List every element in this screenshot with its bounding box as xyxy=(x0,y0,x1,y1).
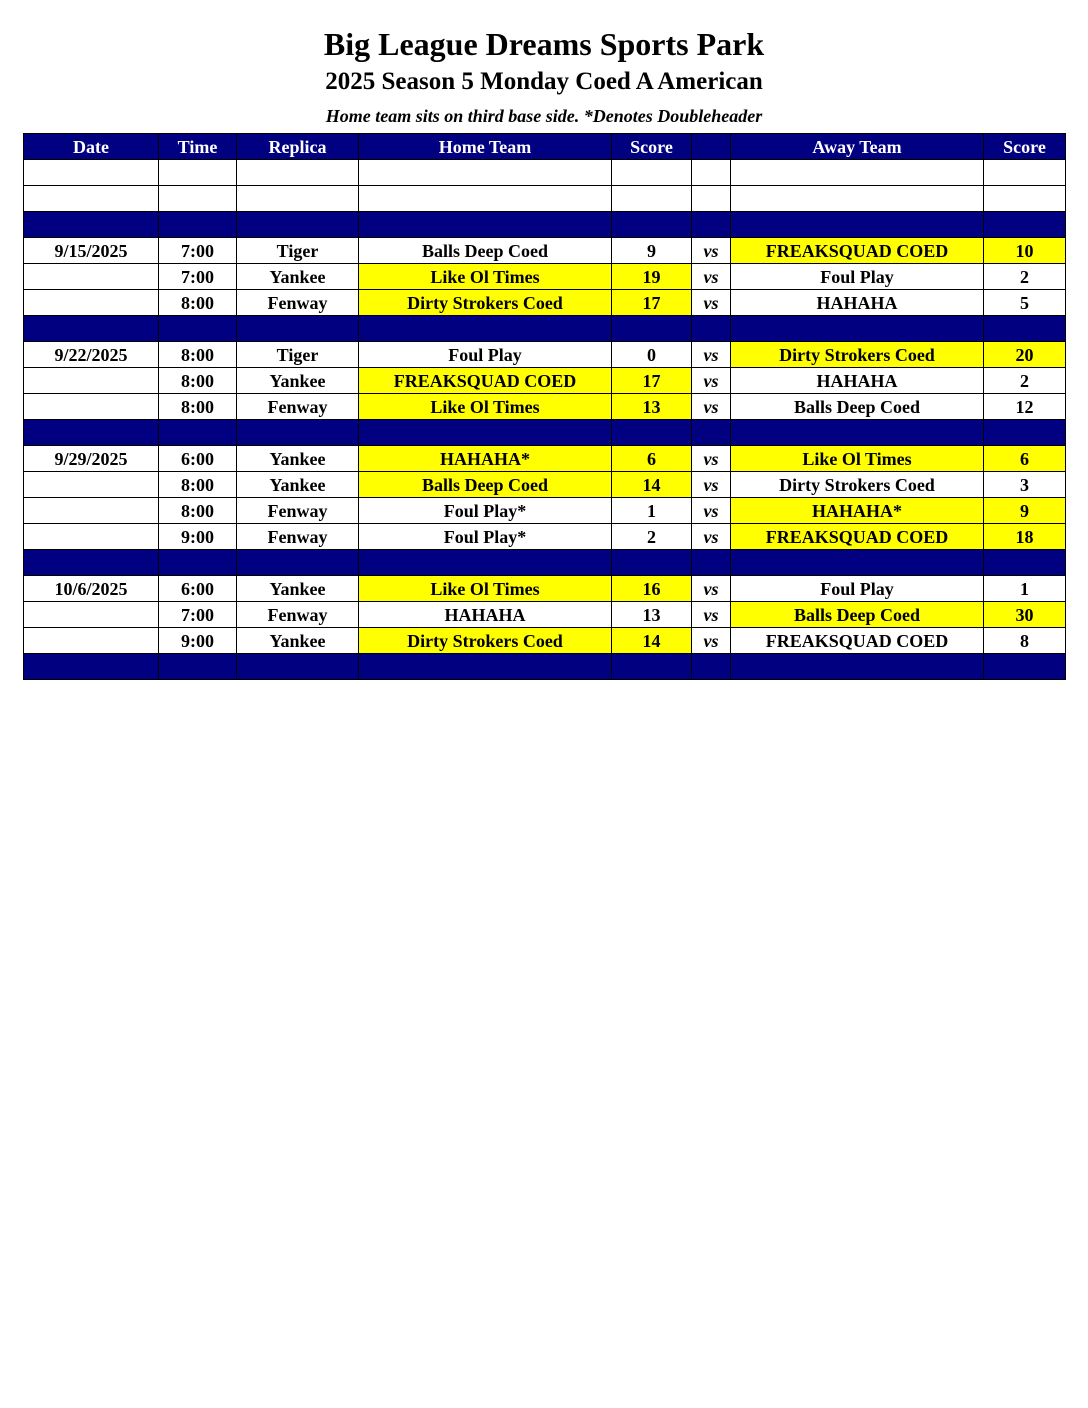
col-home-team: Home Team xyxy=(359,134,612,160)
empty-cell xyxy=(24,550,159,576)
empty-cell xyxy=(159,316,237,342)
away-score-cell: 8 xyxy=(984,628,1066,654)
date-cell xyxy=(24,472,159,498)
away-score-cell: 10 xyxy=(984,238,1066,264)
away-score-cell: 6 xyxy=(984,446,1066,472)
game-row xyxy=(24,264,1066,290)
page-subtitle: 2025 Season 5 Monday Coed A American xyxy=(325,68,763,95)
time-cell: 7:00 xyxy=(159,264,237,290)
home-score-cell: 17 xyxy=(612,368,692,394)
away-score-cell: 2 xyxy=(984,368,1066,394)
empty-cell xyxy=(159,420,237,446)
replica-cell: Yankee xyxy=(237,446,359,472)
vs-cell: vs xyxy=(692,628,731,654)
empty-cell xyxy=(159,654,237,680)
game-row xyxy=(24,602,1066,628)
away-team-cell: HAHAHA xyxy=(731,368,984,394)
empty-cell xyxy=(692,186,731,212)
date-cell xyxy=(24,394,159,420)
empty-cell xyxy=(359,550,612,576)
schedule-table xyxy=(23,133,1066,680)
away-team-cell: HAHAHA xyxy=(731,290,984,316)
time-cell: 6:00 xyxy=(159,446,237,472)
vs-cell: vs xyxy=(692,342,731,368)
date-cell xyxy=(24,290,159,316)
date-cell xyxy=(24,628,159,654)
empty-cell xyxy=(731,420,984,446)
replica-cell: Yankee xyxy=(237,264,359,290)
empty-cell xyxy=(692,550,731,576)
empty-cell xyxy=(612,212,692,238)
vs-cell: vs xyxy=(692,498,731,524)
empty-cell xyxy=(692,420,731,446)
date-cell: 9/29/2025 xyxy=(24,446,159,472)
vs-cell: vs xyxy=(692,238,731,264)
replica-cell: Yankee xyxy=(237,576,359,602)
time-cell: 8:00 xyxy=(159,368,237,394)
vs-cell: vs xyxy=(692,472,731,498)
separator-row xyxy=(24,420,1066,446)
home-team-cell: Like Ol Times xyxy=(359,576,612,602)
replica-cell: Tiger xyxy=(237,238,359,264)
empty-cell xyxy=(692,212,731,238)
empty-cell xyxy=(24,654,159,680)
home-team-cell: Balls Deep Coed xyxy=(359,238,612,264)
empty-cell xyxy=(237,212,359,238)
col-home-score: Score xyxy=(612,134,692,160)
home-score-cell: 13 xyxy=(612,394,692,420)
empty-cell xyxy=(984,420,1066,446)
col-date: Date xyxy=(24,134,159,160)
time-cell: 8:00 xyxy=(159,290,237,316)
empty-cell xyxy=(237,186,359,212)
time-cell: 8:00 xyxy=(159,472,237,498)
home-score-cell: 9 xyxy=(612,238,692,264)
col-time: Time xyxy=(159,134,237,160)
empty-cell xyxy=(612,186,692,212)
away-score-cell: 1 xyxy=(984,576,1066,602)
home-team-cell: Foul Play xyxy=(359,342,612,368)
separator-row xyxy=(24,212,1066,238)
away-team-cell: FREAKSQUAD COED xyxy=(731,628,984,654)
replica-cell: Fenway xyxy=(237,290,359,316)
time-cell: 7:00 xyxy=(159,238,237,264)
empty-cell xyxy=(731,316,984,342)
empty-cell xyxy=(612,654,692,680)
empty-cell xyxy=(612,316,692,342)
home-score-cell: 0 xyxy=(612,342,692,368)
empty-cell xyxy=(731,212,984,238)
home-team-cell: Like Ol Times xyxy=(359,394,612,420)
empty-cell xyxy=(159,212,237,238)
away-team-cell: Dirty Strokers Coed xyxy=(731,472,984,498)
away-team-cell: Balls Deep Coed xyxy=(731,394,984,420)
page-title: Big League Dreams Sports Park xyxy=(323,26,765,62)
home-score-cell: 19 xyxy=(612,264,692,290)
empty-cell xyxy=(984,186,1066,212)
schedule-body xyxy=(24,160,1066,680)
away-score-cell: 3 xyxy=(984,472,1066,498)
away-score-cell: 9 xyxy=(984,498,1066,524)
home-team-cell: FREAKSQUAD COED xyxy=(359,368,612,394)
home-team-cell: Foul Play* xyxy=(359,498,612,524)
empty-cell xyxy=(692,316,731,342)
empty-cell xyxy=(731,160,984,186)
game-row xyxy=(24,524,1066,550)
date-cell: 9/15/2025 xyxy=(24,238,159,264)
date-cell xyxy=(24,368,159,394)
date-cell xyxy=(24,524,159,550)
home-score-cell: 17 xyxy=(612,290,692,316)
vs-cell: vs xyxy=(692,290,731,316)
date-cell xyxy=(24,602,159,628)
time-cell: 8:00 xyxy=(159,342,237,368)
home-team-cell: Like Ol Times xyxy=(359,264,612,290)
away-team-cell: Balls Deep Coed xyxy=(731,602,984,628)
away-team-cell: HAHAHA* xyxy=(731,498,984,524)
empty-cell xyxy=(731,186,984,212)
empty-cell xyxy=(359,186,612,212)
home-team-cell: Dirty Strokers Coed xyxy=(359,628,612,654)
empty-cell xyxy=(24,212,159,238)
home-score-cell: 1 xyxy=(612,498,692,524)
col-away-team: Away Team xyxy=(731,134,984,160)
vs-cell: vs xyxy=(692,576,731,602)
empty-cell xyxy=(692,654,731,680)
home-team-cell: Balls Deep Coed xyxy=(359,472,612,498)
empty-cell xyxy=(692,160,731,186)
home-score-cell: 14 xyxy=(612,472,692,498)
empty-cell xyxy=(237,550,359,576)
home-team-cell: Foul Play* xyxy=(359,524,612,550)
empty-cell xyxy=(237,654,359,680)
empty-cell xyxy=(359,160,612,186)
empty-cell xyxy=(24,420,159,446)
empty-cell xyxy=(159,550,237,576)
game-row xyxy=(24,290,1066,316)
home-score-cell: 16 xyxy=(612,576,692,602)
empty-cell xyxy=(984,160,1066,186)
empty-cell xyxy=(612,160,692,186)
header-row xyxy=(24,134,1066,160)
empty-cell xyxy=(359,420,612,446)
away-score-cell: 5 xyxy=(984,290,1066,316)
blank-row xyxy=(24,186,1066,212)
game-row xyxy=(24,576,1066,602)
date-cell xyxy=(24,498,159,524)
empty-cell xyxy=(359,316,612,342)
home-team-cell: HAHAHA xyxy=(359,602,612,628)
away-score-cell: 30 xyxy=(984,602,1066,628)
date-cell: 10/6/2025 xyxy=(24,576,159,602)
date-cell: 9/22/2025 xyxy=(24,342,159,368)
time-cell: 7:00 xyxy=(159,602,237,628)
replica-cell: Fenway xyxy=(237,602,359,628)
vs-cell: vs xyxy=(692,524,731,550)
empty-cell xyxy=(984,212,1066,238)
replica-cell: Yankee xyxy=(237,472,359,498)
empty-cell xyxy=(612,550,692,576)
time-cell: 6:00 xyxy=(159,576,237,602)
empty-cell xyxy=(237,316,359,342)
time-cell: 9:00 xyxy=(159,628,237,654)
away-team-cell: FREAKSQUAD COED xyxy=(731,524,984,550)
empty-cell xyxy=(359,212,612,238)
vs-cell: vs xyxy=(692,264,731,290)
replica-cell: Tiger xyxy=(237,342,359,368)
game-row xyxy=(24,342,1066,368)
date-cell xyxy=(24,264,159,290)
away-team-cell: Foul Play xyxy=(731,264,984,290)
game-row xyxy=(24,628,1066,654)
empty-cell xyxy=(237,160,359,186)
empty-cell xyxy=(984,550,1066,576)
home-score-cell: 13 xyxy=(612,602,692,628)
empty-cell xyxy=(24,186,159,212)
col-away-score: Score xyxy=(984,134,1066,160)
empty-cell xyxy=(984,316,1066,342)
separator-row xyxy=(24,654,1066,680)
home-score-cell: 2 xyxy=(612,524,692,550)
replica-cell: Fenway xyxy=(237,394,359,420)
empty-cell xyxy=(24,316,159,342)
home-team-cell: Dirty Strokers Coed xyxy=(359,290,612,316)
empty-cell xyxy=(731,550,984,576)
time-cell: 8:00 xyxy=(159,498,237,524)
replica-cell: Fenway xyxy=(237,524,359,550)
replica-cell: Yankee xyxy=(237,628,359,654)
away-team-cell: Foul Play xyxy=(731,576,984,602)
game-row xyxy=(24,472,1066,498)
replica-cell: Yankee xyxy=(237,368,359,394)
empty-cell xyxy=(359,654,612,680)
time-cell: 8:00 xyxy=(159,394,237,420)
vs-cell: vs xyxy=(692,368,731,394)
game-row xyxy=(24,238,1066,264)
empty-cell xyxy=(731,654,984,680)
empty-cell xyxy=(237,420,359,446)
separator-row xyxy=(24,316,1066,342)
away-score-cell: 18 xyxy=(984,524,1066,550)
empty-cell xyxy=(612,420,692,446)
col-replica: Replica xyxy=(237,134,359,160)
away-team-cell: FREAKSQUAD COED xyxy=(731,238,984,264)
away-team-cell: Dirty Strokers Coed xyxy=(731,342,984,368)
time-cell: 9:00 xyxy=(159,524,237,550)
empty-cell xyxy=(159,186,237,212)
game-row xyxy=(24,368,1066,394)
away-score-cell: 2 xyxy=(984,264,1066,290)
vs-cell: vs xyxy=(692,394,731,420)
home-score-cell: 6 xyxy=(612,446,692,472)
empty-cell xyxy=(159,160,237,186)
blank-row xyxy=(24,160,1066,186)
replica-cell: Fenway xyxy=(237,498,359,524)
away-score-cell: 12 xyxy=(984,394,1066,420)
col-vs xyxy=(692,134,731,160)
game-row xyxy=(24,446,1066,472)
away-score-cell: 20 xyxy=(984,342,1066,368)
game-row xyxy=(24,498,1066,524)
separator-row xyxy=(24,550,1066,576)
game-row xyxy=(24,394,1066,420)
home-team-cell: HAHAHA* xyxy=(359,446,612,472)
schedule-note: Home team sits on third base side. *Denotes Doubleheader xyxy=(325,106,763,126)
home-score-cell: 14 xyxy=(612,628,692,654)
vs-cell: vs xyxy=(692,602,731,628)
vs-cell: vs xyxy=(692,446,731,472)
empty-cell xyxy=(24,160,159,186)
empty-cell xyxy=(984,654,1066,680)
away-team-cell: Like Ol Times xyxy=(731,446,984,472)
